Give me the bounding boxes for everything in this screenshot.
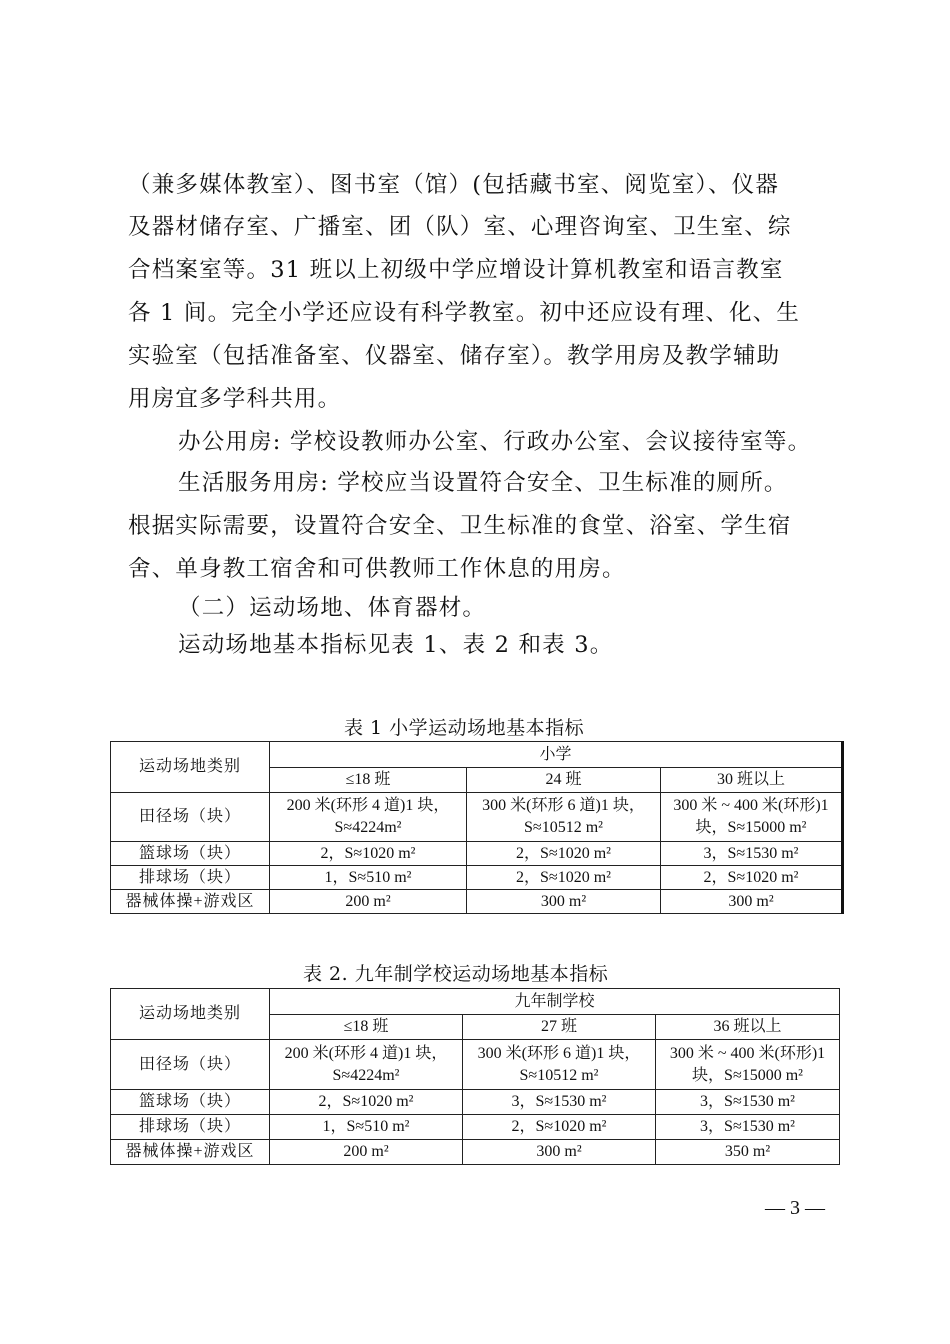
group-header: 小学 xyxy=(270,742,843,768)
table-cell: 3，S≈1530 m² xyxy=(656,1115,840,1140)
table-row xyxy=(111,793,843,842)
table-cell: 300 米(环形 6 道)1 块，S≈10512 m² xyxy=(467,793,661,842)
table-cell: 300 米(环形 6 道)1 块，S≈10512 m² xyxy=(463,1040,656,1090)
table-row xyxy=(111,866,843,890)
row-label: 排球场（块） xyxy=(111,866,270,890)
category-header: 运动场地类别 xyxy=(111,742,270,793)
table-cell: 1，S≈510 m² xyxy=(270,1115,463,1140)
table-row xyxy=(111,842,843,866)
category-header: 运动场地类别 xyxy=(111,989,270,1040)
section-heading: （二）运动场地、体育器材。 xyxy=(178,595,487,621)
text-line: 及器材储存室、广播室、团（队）室、心理咨询室、卫生室、综 xyxy=(128,214,792,240)
row-label: 器械体操+游戏区 xyxy=(111,890,270,914)
table-cell: 200 米(环形 4 道)1 块，S≈4224m² xyxy=(270,1040,463,1090)
table-cell: 1，S≈510 m² xyxy=(270,866,467,890)
table2-nine-year-school-sports xyxy=(110,988,840,1165)
table-cell: 300 米 ~ 400 米(环形)1 块，S≈15000 m² xyxy=(661,793,843,842)
row-label: 田径场（块） xyxy=(111,793,270,842)
text-line: 运动场地基本指标见表 1、表 2 和表 3。 xyxy=(178,632,614,658)
column-header: 36 班以上 xyxy=(656,1015,840,1040)
table-cell: 2，S≈1020 m² xyxy=(467,866,661,890)
row-label: 器械体操+游戏区 xyxy=(111,1140,270,1165)
text-line: 办公用房: 学校设教师办公室、行政办公室、会议接待室等。 xyxy=(178,429,812,455)
column-header: 30 班以上 xyxy=(661,768,843,793)
text-line: 各 1 间。完全小学还应设有科学教室。初中还应设有理、化、生 xyxy=(128,300,801,326)
row-label: 篮球场（块） xyxy=(111,1090,270,1115)
text-line: （兼多媒体教室）、图书室（馆）(包括藏书室、阅览室）、仪器 xyxy=(128,172,780,198)
table-cell: 200 m² xyxy=(270,890,467,914)
table1-caption: 表 1 小学运动场地基本指标 xyxy=(344,717,585,739)
table-cell: 200 m² xyxy=(270,1140,463,1165)
group-header: 九年制学校 xyxy=(270,989,840,1015)
table-cell: 3，S≈1530 m² xyxy=(463,1090,656,1115)
table-row xyxy=(111,1140,840,1165)
table-row xyxy=(111,1040,840,1090)
table-cell: 300 m² xyxy=(467,890,661,914)
table-cell: 300 m² xyxy=(661,890,843,914)
text-line: 根据实际需要，设置符合安全、卫生标准的食堂、浴室、学生宿 xyxy=(128,513,792,539)
table-cell: 3，S≈1530 m² xyxy=(656,1090,840,1115)
row-label: 篮球场（块） xyxy=(111,842,270,866)
table-row xyxy=(111,1115,840,1140)
text-line: 实验室（包括准备室、仪器室、储存室）。教学用房及教学辅助 xyxy=(128,343,781,369)
table-cell: 200 米(环形 4 道)1 块，S≈4224m² xyxy=(270,793,467,842)
table-cell: 350 m² xyxy=(656,1140,840,1165)
table-cell: 2，S≈1020 m² xyxy=(661,866,843,890)
table-row xyxy=(111,1090,840,1115)
column-header: ≤18 班 xyxy=(270,1015,463,1040)
table-header-row xyxy=(111,989,840,1015)
row-label: 排球场（块） xyxy=(111,1115,270,1140)
text-line: 生活服务用房: 学校应当设置符合安全、卫生标准的厕所。 xyxy=(178,470,788,496)
column-header: 24 班 xyxy=(467,768,661,793)
text-line: 舍、单身教工宿舍和可供教师工作休息的用房。 xyxy=(128,556,626,582)
column-header: 27 班 xyxy=(463,1015,656,1040)
table-cell: 2，S≈1020 m² xyxy=(270,1090,463,1115)
column-header: ≤18 班 xyxy=(270,768,467,793)
table1-primary-school-sports xyxy=(110,741,844,914)
table-cell: 3，S≈1530 m² xyxy=(661,842,843,866)
table2-caption: 表 2. 九年制学校运动场地基本指标 xyxy=(303,963,609,985)
page-number: — 3 — xyxy=(765,1197,825,1219)
table-cell: 2，S≈1020 m² xyxy=(467,842,661,866)
table-cell: 2，S≈1020 m² xyxy=(463,1115,656,1140)
table-row xyxy=(111,890,843,914)
table-cell: 300 m² xyxy=(463,1140,656,1165)
text-line: 合档案室等。31 班以上初级中学应增设计算机教室和语言教室 xyxy=(128,257,784,283)
table-cell: 300 米 ~ 400 米(环形)1 块，S≈15000 m² xyxy=(656,1040,840,1090)
row-label: 田径场（块） xyxy=(111,1040,270,1090)
text-line: 用房宜多学科共用。 xyxy=(128,386,342,412)
table-cell: 2，S≈1020 m² xyxy=(270,842,467,866)
table-header-row xyxy=(111,742,843,768)
